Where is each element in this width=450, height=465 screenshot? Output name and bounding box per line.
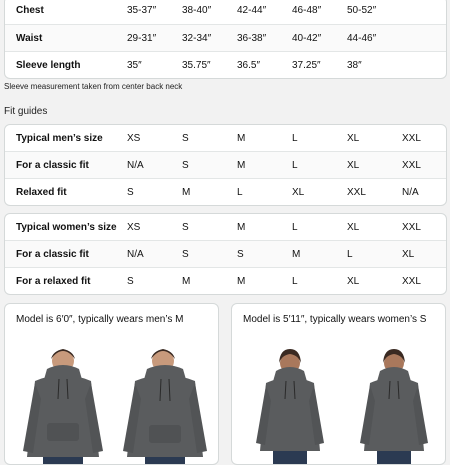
cell: XL	[347, 132, 360, 144]
row-label: Typical men’s size	[16, 132, 103, 144]
cell: N/A	[127, 248, 144, 260]
cell: M	[237, 132, 246, 144]
measurement-note: Sleeve measurement taken from center back neck	[4, 82, 183, 91]
mens-model-front-image	[13, 339, 113, 464]
row-label: Chest	[16, 5, 44, 16]
cell: 38″	[347, 59, 362, 71]
fit-guides-title: Fit guides	[4, 106, 48, 117]
cell: 36-38″	[237, 32, 267, 44]
cell: L	[237, 186, 243, 198]
row-label: For a relaxed fit	[16, 275, 91, 287]
table-row	[5, 0, 446, 25]
cell: 50-52″	[347, 5, 377, 16]
cell: S	[237, 248, 244, 260]
mens-model-side-image	[115, 339, 215, 464]
cell: S	[182, 221, 189, 233]
womens-model-caption: Model is 5′11″, typically wears women’s S	[243, 314, 427, 325]
cell: 44-46″	[347, 32, 377, 44]
cell: L	[292, 132, 298, 144]
cell: 40-42″	[292, 32, 322, 44]
table-row	[5, 214, 446, 241]
cell: S	[182, 132, 189, 144]
table-row	[5, 241, 446, 268]
cell: L	[292, 221, 298, 233]
row-label: For a classic fit	[16, 159, 89, 171]
cell: M	[237, 221, 246, 233]
cell: N/A	[127, 159, 144, 171]
cell: XL	[402, 248, 415, 260]
womens-model-card[interactable]	[231, 303, 446, 465]
cell: M	[292, 248, 301, 260]
cell: S	[127, 186, 134, 198]
table-row	[5, 52, 446, 78]
cell: M	[182, 186, 191, 198]
cell: XXL	[402, 275, 421, 287]
cell: XS	[127, 221, 141, 233]
cell: 32-34″	[182, 32, 212, 44]
mens-fit-guide-table	[4, 124, 447, 206]
cell: S	[127, 275, 134, 287]
cell: XL	[347, 159, 360, 171]
row-label: Waist	[16, 32, 43, 44]
mens-model-caption: Model is 6′0″, typically wears men’s M	[16, 314, 184, 325]
cell: 42-44″	[237, 5, 267, 16]
table-row	[5, 152, 446, 179]
cell: L	[347, 248, 353, 260]
womens-model-side-image	[342, 339, 442, 464]
cell: M	[237, 159, 246, 171]
cell: 29-31″	[127, 32, 157, 44]
table-row	[5, 179, 446, 205]
mens-model-card[interactable]	[4, 303, 219, 465]
measurements-table	[4, 0, 447, 79]
cell: XXL	[402, 221, 421, 233]
cell: 46-48″	[292, 5, 322, 16]
cell: XS	[127, 132, 141, 144]
cell: XXL	[347, 186, 366, 198]
cell: XXL	[402, 132, 421, 144]
cell: M	[182, 275, 191, 287]
cell: S	[182, 248, 189, 260]
table-row	[5, 268, 446, 294]
cell: N/A	[402, 186, 419, 198]
row-label: For a classic fit	[16, 248, 89, 260]
cell: XL	[347, 221, 360, 233]
cell: S	[182, 159, 189, 171]
table-row	[5, 125, 446, 152]
cell: L	[292, 275, 298, 287]
cell: XL	[347, 275, 360, 287]
cell: XL	[292, 186, 305, 198]
cell: 38-40″	[182, 5, 212, 16]
cell: 36.5″	[237, 59, 261, 71]
cell: 37.25″	[292, 59, 321, 71]
row-label: Relaxed fit	[16, 186, 67, 198]
row-label: Sleeve length	[16, 59, 81, 71]
cell: 35.75″	[182, 59, 211, 71]
table-row	[5, 25, 446, 52]
womens-model-front-image	[240, 339, 340, 464]
cell: XXL	[402, 159, 421, 171]
cell: 35-37″	[127, 5, 157, 16]
cell: 35″	[127, 59, 142, 71]
cell: L	[292, 159, 298, 171]
row-label: Typical women’s size	[16, 221, 117, 233]
womens-fit-guide-table	[4, 213, 447, 295]
cell: M	[237, 275, 246, 287]
